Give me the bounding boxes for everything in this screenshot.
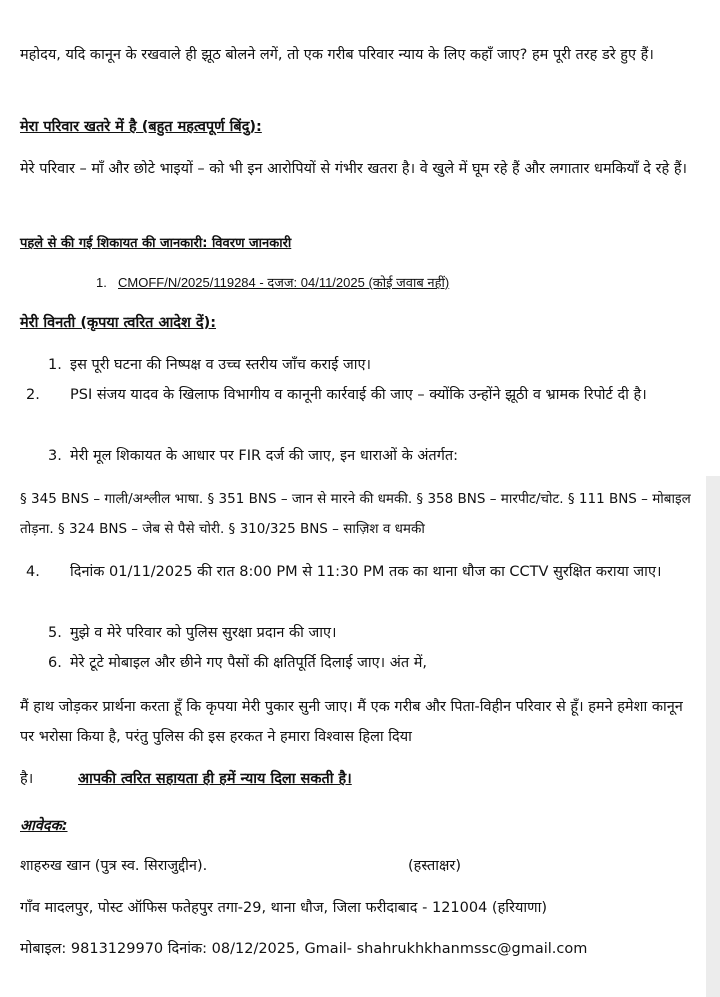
closing-paragraph: मैं हाथ जोड़कर प्रार्थना करता हूँ कि कृपया मेरी पुकार सुनी जाए। मैं एक गरीब और पिता-विहीन परिवार से हूँ। हमने हमेशा कानून पर भरोसा किया है, परंतु पुलिस की इस हरकत ने हमारा विश्वास हिला दिया xyxy=(20,699,683,745)
previous-complaint-heading: पहले से की गई शिकायत की जानकारी: विवरण जानकारी xyxy=(20,236,292,251)
closing-tail: है। xyxy=(20,771,34,787)
applicant-address: गाँव मादलपुर, पोस्ट ऑफिस फतेहपुर तगा-29, थाना धौज, जिला फरीदाबाद - 121004 (हरियाणा) xyxy=(20,900,548,916)
closing-emphasis: आपकी त्वरित सहायता ही हमें न्याय दिला सकती है। xyxy=(78,771,352,787)
applicant-contact: मोबाइल: 9813129970 दिनांक: 08/12/2025, Gmail- shahrukhkhanmssc@gmail.com xyxy=(20,941,588,957)
complaint-item: 1. CMOFF/N/2025/119284 - दजज: 04/11/2025 (कोई जवाब नहीं) xyxy=(96,275,450,290)
sections-paragraph: § 345 BNS – गाली/अश्लील भाषा. § 351 BNS – जान से मारने की धमकी. § 358 BNS – मारपीट/चोट. § 111 BNS – मोबाइल तोड़ना. § 324 BNS – जेब से पैसे चोरी. § 310/325 BNS – साज़िश व धमकी xyxy=(20,491,691,537)
intro-paragraph: महोदय, यदि कानून के रखवाले ही झूठ बोलने लगें, तो एक गरीब परिवार न्याय के लिए कहाँ जाए? हम पूरी तरह डरे हुए हैं। xyxy=(20,47,654,63)
request-item-3: 3. मेरी मूल शिकायत के आधार पर FIR दर्ज की जाए, इन धाराओं के अंतर्गत: xyxy=(48,448,459,464)
request-item-5: 5. मुझे व मेरे परिवार को पुलिस सुरक्षा प्रदान की जाए। xyxy=(48,625,337,641)
family-danger-paragraph: मेरे परिवार – माँ और छोटे भाइयों – को भी इन आरोपियों से गंभीर खतरा है। वे खुले में घूम रहे हैं और लगातार धमकियाँ दे रहे हैं। xyxy=(20,161,688,177)
scan-edge-shade xyxy=(706,476,720,997)
request-heading: मेरी विनती (कृपया त्वरित आदेश दें): xyxy=(20,315,217,331)
applicant-name: शाहरुख खान (पुत्र स्व. सिराजुद्दीन). xyxy=(20,858,208,874)
request-item-1: 1. इस पूरी घटना की निष्पक्ष व उच्च स्तरीय जाँच कराई जाए। xyxy=(48,357,371,373)
signature-label: (हस्ताक्षर) xyxy=(408,858,462,874)
request-item-2: 2. PSI संजय यादव के खिलाफ विभागीय व कानूनी कार्रवाई की जाए – क्योंकि उन्होंने झूठी व भ्रामक रिपोर्ट दी है। xyxy=(26,387,647,403)
request-item-4: 4. दिनांक 01/11/2025 की रात 8:00 PM से 11:30 PM तक का थाना धौज का CCTV सुरक्षित कराया जाए। xyxy=(26,564,662,580)
request-item-6: 6. मेरे टूटे मोबाइल और छीने गए पैसों की क्षतिपूर्ति दिलाई जाए। अंत में, xyxy=(48,655,428,671)
family-danger-heading: मेरा परिवार खतरे में है (बहुत महत्वपूर्ण बिंदु): xyxy=(20,119,262,135)
applicant-heading: आवेदक: xyxy=(20,818,68,834)
